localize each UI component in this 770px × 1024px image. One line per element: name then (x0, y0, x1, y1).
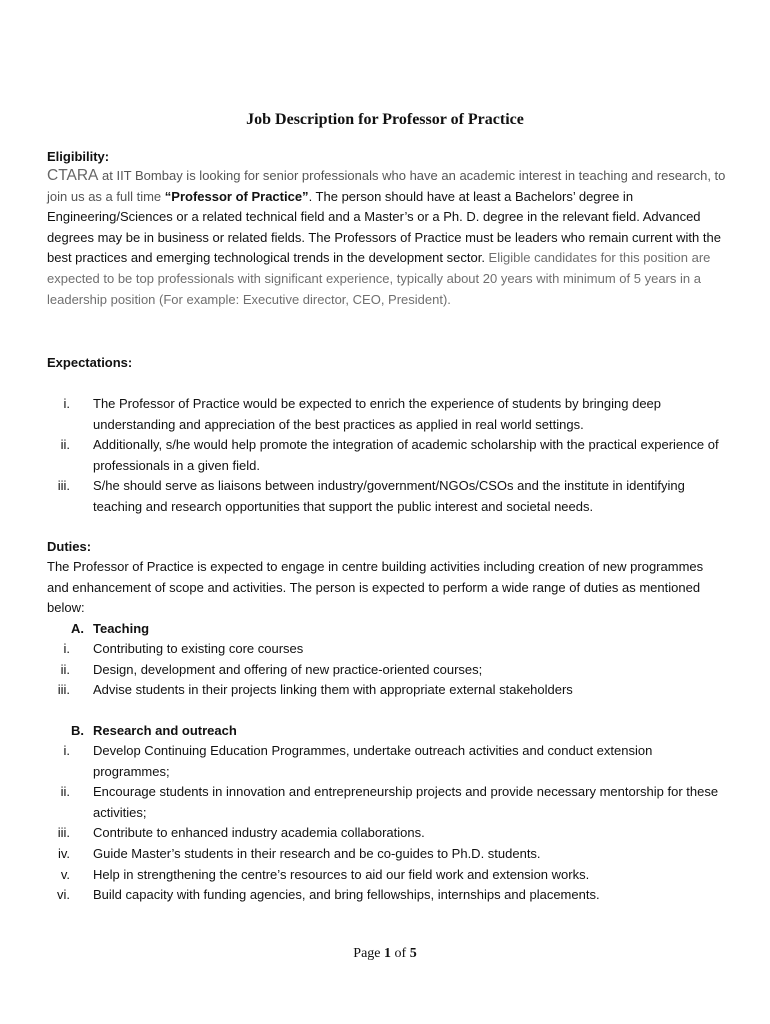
eligibility-text-1: at IIT Bombay is looking for senior professionals who have an academic interest in teaching and research, to join us as a full time (47, 168, 726, 204)
list-item-number: ii. (60, 661, 70, 677)
list-item-number: vi. (57, 887, 70, 903)
list-item-text: Guide Master’s students in their research and be co-guides to Ph.D. students. (93, 845, 541, 861)
list-item-number: i. (63, 743, 70, 758)
list-item (0, 435, 770, 476)
list-item (0, 741, 770, 782)
list-item (0, 782, 770, 823)
list-item-number: iii. (57, 825, 70, 841)
list-item (0, 476, 770, 517)
research-letter: B. (71, 723, 84, 738)
teaching-label: Teaching (93, 621, 150, 636)
list-item-number: iv. (57, 845, 70, 861)
list-item (0, 885, 770, 906)
list-item-text: Develop Continuing Education Programmes, undertake outreach activities and conduct extension programmes; (93, 743, 653, 779)
expectations-list (0, 394, 770, 518)
list-item (0, 844, 770, 865)
list-item-text: Build capacity with funding agencies, and bring fellowships, internships and placements. (93, 887, 600, 903)
list-item-number: i. (63, 641, 70, 656)
list-item-text: The Professor of Practice would be expected to enrich the experience of students by bringing deep understanding and appreciation of the best practices as applied in real world settings. (93, 396, 662, 432)
document-title: Job Description for Professor of Practice (246, 111, 524, 128)
list-item-number: i. (63, 396, 70, 411)
expectations-heading: Expectations: (47, 355, 133, 370)
professor-of-practice-quote: “Professor of Practice” (164, 188, 309, 204)
teaching-list (0, 639, 770, 701)
teaching-letter: A. (71, 621, 84, 636)
duties-intro: The Professor of Practice is expected to engage in centre building activities including creation of new programmes and enhancement of scope and activities. The person is expected to perform a wide range of duties as mentioned below: (47, 559, 704, 616)
research-list (0, 741, 770, 906)
list-item-text: Help in strengthening the centre’s resources to aid our field work and extension works. (93, 866, 590, 882)
list-item-number: iii. (57, 682, 70, 698)
list-item (0, 639, 770, 660)
list-item-text: S/he should serve as liaisons between industry/government/NGOs/CSOs and the institute in identifying teaching and research opportunities that support the public interest and societal needs. (93, 478, 685, 514)
eligibility-text-3: Eligible candidates for this position are expected to be top professionals with significant experience, typically about 20 years with minimum of 5 years in a leadership position (For example: Executive director, CEO, President). (47, 250, 711, 307)
list-item-text: Contribute to enhanced industry academia collaborations. (93, 825, 425, 841)
list-item (0, 394, 770, 435)
list-item-text: Additionally, s/he would help promote the integration of academic scholarship with the practical experience of professionals in a given field. (93, 437, 719, 473)
list-item (0, 865, 770, 886)
list-item-text: Encourage students in innovation and entrepreneurship projects and provide necessary mentorship for these activities; (93, 784, 719, 820)
duties-heading: Duties: (47, 539, 92, 554)
eligibility-paragraph (47, 166, 727, 310)
research-label: Research and outreach (93, 723, 237, 738)
list-item-text: Design, development and offering of new practice-oriented courses; (93, 661, 483, 677)
page-total: 5 (409, 946, 417, 961)
list-item-number: iii. (57, 478, 70, 494)
eligibility-heading: Eligibility: (47, 149, 110, 164)
list-item (0, 680, 770, 701)
list-item-number: ii. (60, 784, 70, 800)
page-footer (0, 946, 770, 962)
list-item-number: ii. (60, 437, 70, 453)
page-current: 1 (384, 946, 392, 961)
list-item-text: Contributing to existing core courses (93, 641, 304, 656)
list-item (0, 823, 770, 844)
list-item-number: v. (60, 866, 70, 882)
eligibility-text-2: . The person should have at least a Bachelors’ degree in Engineering/Sciences or a related technical field and a Master’s or a Ph. D. degree in the relevant field. Advanced degrees may be in business or related fields. The Professors of Practice must be leaders who remain current with the best practices and emerging technological trends in the development sector. (47, 188, 721, 266)
page-prefix: Page (353, 946, 385, 961)
page-middle: of (391, 946, 410, 961)
list-item (0, 660, 770, 681)
list-item-text: Advise students in their projects linking them with appropriate external stakeholders (93, 682, 573, 698)
ctara-text: CTARA (47, 167, 99, 184)
